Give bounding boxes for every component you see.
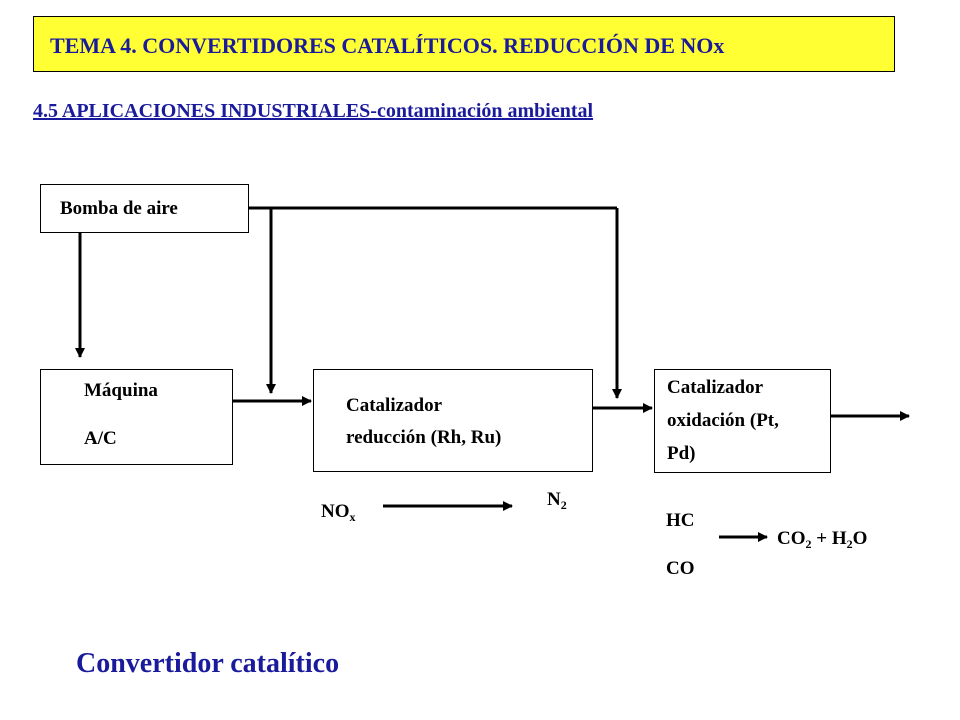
co-reactant: CO bbox=[666, 558, 695, 579]
n2-product bbox=[547, 490, 567, 511]
section-subtitle: 4.5 APLICACIONES INDUSTRIALES-contaminación ambiental bbox=[33, 100, 594, 122]
reduction-catalyst-line2: reducción (Rh, Ru) bbox=[346, 427, 502, 448]
n2-subscript: 2 bbox=[560, 498, 567, 512]
oxidation-catalyst-line2: oxidación (Pt, bbox=[667, 410, 779, 431]
page-title: TEMA 4. CONVERTIDORES CATALÍTICOS. REDUCCIÓN DE NOx bbox=[50, 33, 725, 58]
hc-reactant: HC bbox=[666, 510, 695, 531]
air-pump-label: Bomba de aire bbox=[60, 198, 178, 219]
nox-subscript: x bbox=[349, 510, 356, 524]
plus-h-text: + H bbox=[811, 528, 847, 549]
nox-text: NO bbox=[321, 501, 350, 522]
oxidation-catalyst-line1: Catalizador bbox=[667, 377, 764, 398]
h2o-subscript: 2 bbox=[846, 537, 853, 551]
oxidation-products bbox=[777, 529, 867, 550]
oxidation-catalyst-line3: Pd) bbox=[667, 443, 696, 464]
n2-text: N bbox=[547, 489, 561, 510]
h2o-end-text: O bbox=[852, 528, 868, 549]
nox-reactant bbox=[321, 502, 356, 523]
co2-subscript: 2 bbox=[805, 537, 812, 551]
engine-label-line1: Máquina bbox=[84, 380, 158, 401]
diagram-caption: Convertidor catalítico bbox=[76, 648, 340, 679]
engine-label-line2: A/C bbox=[84, 428, 117, 449]
co2-text: CO bbox=[777, 528, 806, 549]
reduction-catalyst-line1: Catalizador bbox=[346, 395, 443, 416]
